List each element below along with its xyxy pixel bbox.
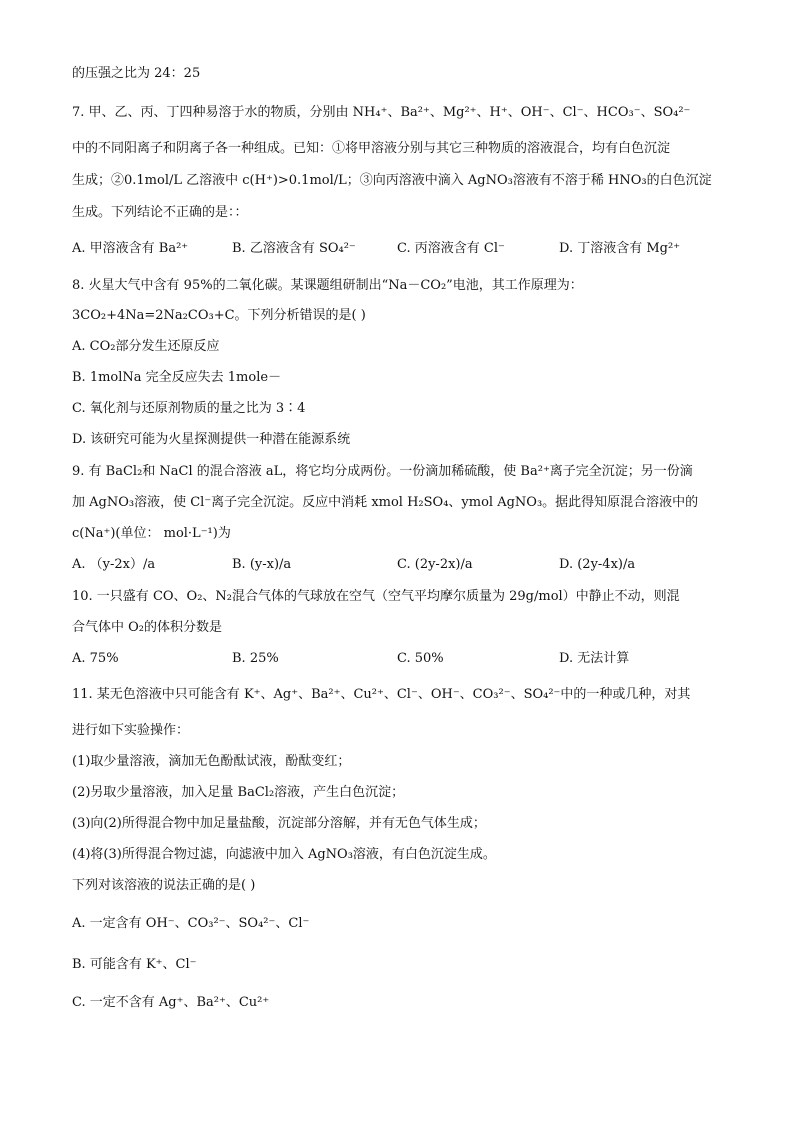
q8-option-b: B. 1molNa 完全反应失去 1mole－ — [72, 370, 282, 385]
q9-option-a: A. （y-2x）/a — [72, 557, 156, 572]
q11-stem-line-2: 进行如下实验操作： — [72, 723, 190, 738]
q8-option-a: A. CO₂部分发生还原反应 — [72, 339, 220, 354]
q10-stem-line-1: 10. 一只盛有 CO、O₂、N₂混合气体的气球放在空气（空气平均摩尔质量为 29g/mol）中静止不动，则混 — [72, 589, 680, 604]
q11-step-1: (1)取少量溶液，滴加无色酚酞试液，酚酞变红； — [72, 754, 351, 769]
q11-option-b: B. 可能含有 K⁺、Cl⁻ — [72, 957, 197, 972]
q10-option-a: A. 75% — [72, 651, 119, 666]
q10-stem-line-2: 合气体中 O₂的体积分数是 — [72, 620, 223, 635]
q8-option-d: D. 该研究可能为火星探测提供一种潜在能源系统 — [72, 432, 351, 447]
q10-option-d: D. 无法计算 — [559, 651, 630, 666]
q7-stem-line-3: 生成；②0.1mol/L 乙溶液中 c(H⁺)>0.1mol/L；③向丙溶液中滴入 AgNO₃溶液有不溶于稀 HNO₃的白色沉淀 — [72, 173, 712, 188]
q10-options — [72, 649, 734, 669]
q8-stem-line-1: 8. 火星大气中含有 95%的二氧化碳。某课题组研制出“Na－CO₂”电池，其工作原理为： — [72, 278, 583, 293]
q9-option-c: C. (2y-2x)/a — [397, 557, 473, 572]
q11-question: 下列对该溶液的说法正确的是( ) — [72, 878, 256, 893]
q9-options — [72, 555, 734, 575]
q9-stem-line-2: 加 AgNO₃溶液，使 Cl⁻离子完全沉淀。反应中消耗 xmol H₂SO₄、ymol AgNO₃。据此得知原混合溶液中的 — [72, 495, 699, 510]
q11-stem-line-1: 11. 某无色溶液中只可能含有 K⁺、Ag⁺、Ba²⁺、Cu²⁺、Cl⁻、OH⁻、CO₃²⁻、SO₄²⁻中的一种或几种，对其 — [72, 687, 691, 702]
q7-option-d: D. 丁溶液含有 Mg²⁺ — [559, 241, 681, 256]
q9-stem-line-1: 9. 有 BaCl₂和 NaCl 的混合溶液 aL，将它均分成两份。一份滴加稀硫酸，使 Ba²⁺离子完全沉淀；另一份滴 — [72, 464, 693, 479]
q7-option-a: A. 甲溶液含有 Ba²⁺ — [72, 241, 189, 256]
q11-step-3: (3)向(2)所得混合物中加足量盐酸，沉淀部分溶解，并有无色气体生成； — [72, 816, 486, 831]
q6-tail-text: 的压强之比为 24：25 — [72, 66, 201, 81]
q10-option-c: C. 50% — [397, 651, 444, 666]
q10-option-b: B. 25% — [232, 651, 279, 666]
q7-stem-line-4: 生成。下列结论不正确的是：： — [72, 205, 248, 220]
q8-stem-line-2: 3CO₂+4Na=2Na₂CO₃+C。下列分析错误的是( ) — [72, 308, 366, 323]
q9-stem-line-3: c(Na⁺)(单位： mol·L⁻¹)为 — [72, 526, 231, 541]
q9-option-d: D. (2y-4x)/a — [559, 557, 636, 572]
q7-options — [72, 239, 734, 259]
q9-option-b: B. (y-x)/a — [232, 557, 292, 572]
q7-stem-line-2: 中的不同阳离子和阴离子各一种组成。已知：①将甲溶液分别与其它三种物质的溶液混合，均有白色沉淀 — [72, 141, 671, 156]
q8-option-c: C. 氧化剂与还原剂物质的量之比为 3∶4 — [72, 401, 306, 416]
q7-option-c: C. 丙溶液含有 Cl⁻ — [397, 241, 505, 256]
q11-step-4: (4)将(3)所得混合物过滤，向滤液中加入 AgNO₃溶液，有白色沉淀生成。 — [72, 847, 496, 862]
q11-option-a: A. 一定含有 OH⁻、CO₃²⁻、SO₄²⁻、Cl⁻ — [72, 916, 310, 931]
q7-option-b: B. 乙溶液含有 SO₄²⁻ — [232, 241, 356, 256]
q7-stem-line-1: 7. 甲、乙、丙、丁四种易溶于水的物质，分别由 NH₄⁺、Ba²⁺、Mg²⁺、H⁺、OH⁻、Cl⁻、HCO₃⁻、SO₄²⁻ — [72, 105, 691, 120]
q11-option-c: C. 一定不含有 Ag⁺、Ba²⁺、Cu²⁺ — [72, 995, 270, 1010]
q11-step-2: (2)另取少量溶液，加入足量 BaCl₂溶液，产生白色沉淀； — [72, 785, 405, 800]
